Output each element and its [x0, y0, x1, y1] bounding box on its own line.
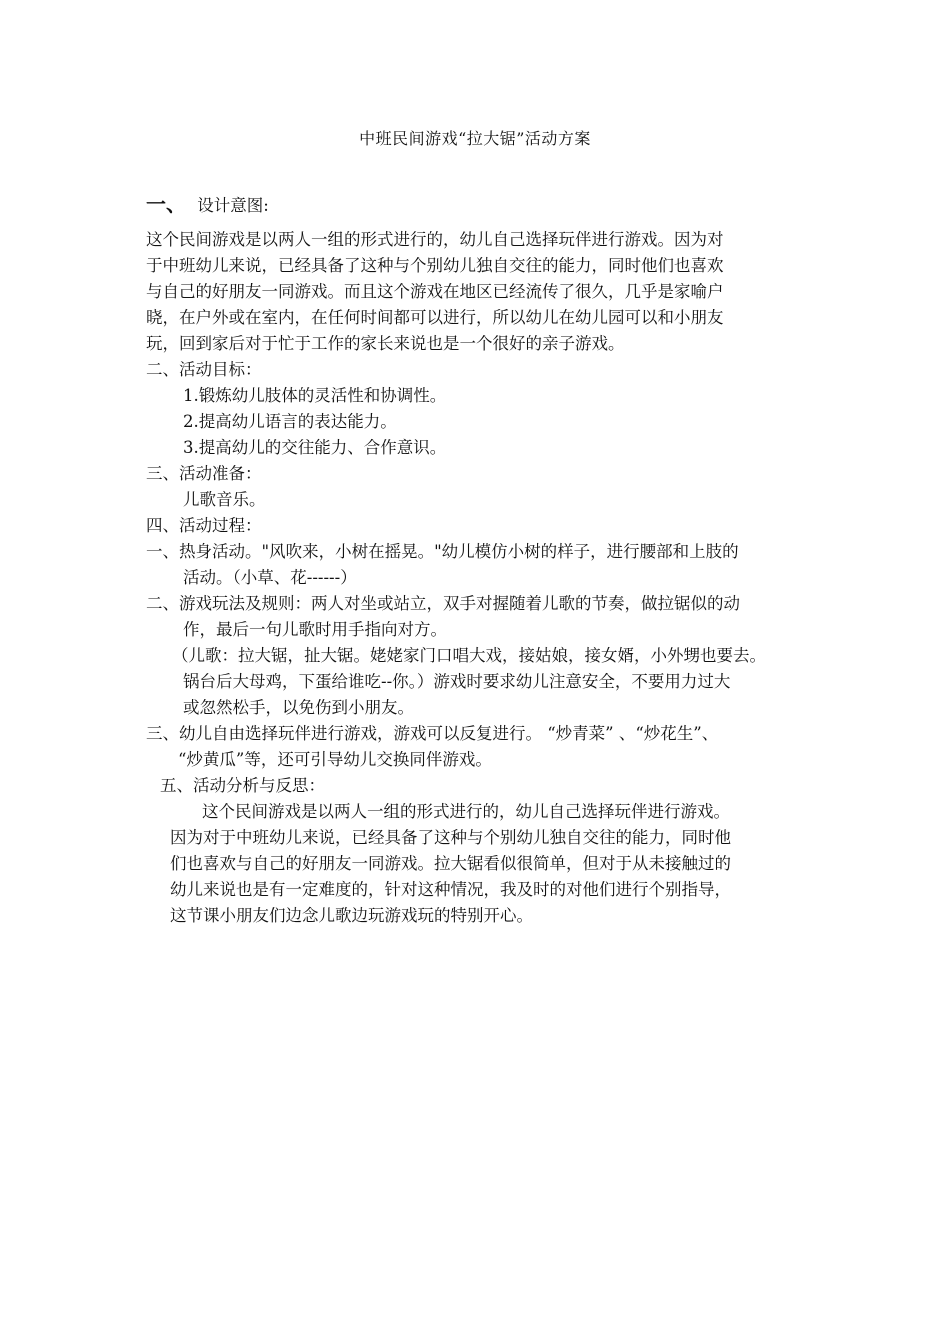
paragraph-line: 玩，回到家后对于忙于工作的家长来说也是一个很好的亲子游戏。 — [146, 334, 625, 353]
reflection-line: 这节课小朋友们边念儿歌边玩游戏玩的特别开心。 — [170, 906, 533, 925]
section-1-title: 设计意图: — [197, 196, 269, 215]
preparation-item: 儿歌音乐。 — [183, 490, 266, 509]
section-3-heading: 三、活动准备： — [146, 464, 262, 483]
process-line: “炒黄瓜”等，还可引导幼儿交换同伴游戏。 — [178, 750, 492, 769]
process-line: 或忽然松手，以免伤到小朋友。 — [183, 698, 414, 717]
paragraph-line: 这个民间游戏是以两人一组的形式进行的，幼儿自己选择玩伴进行游戏。因为对 — [146, 230, 724, 249]
document-title: 中班民间游戏“拉大锯”活动方案 — [359, 129, 591, 148]
reflection-line: 这个民间游戏是以两人一组的形式进行的，幼儿自己选择玩伴进行游戏。 — [202, 802, 730, 821]
section-2-heading: 二、活动目标： — [146, 360, 262, 379]
process-line: 一、热身活动。"风吹来，小树在摇晃。"幼儿模仿小树的样子，进行腰部和上肢的 — [146, 542, 739, 561]
reflection-line: 幼儿来说也是有一定难度的，针对这种情况，我及时的对他们进行个别指导， — [170, 880, 731, 899]
paragraph-line: 晓，在户外或在室内，在任何时间都可以进行，所以幼儿在幼儿园可以和小朋友 — [146, 308, 724, 327]
goal-item: 3.提高幼儿的交往能力、合作意识。 — [183, 438, 447, 457]
process-line: 锅台后大母鸡，下蛋给谁吃--你。）游戏时要求幼儿注意安全，不要用力过大 — [183, 672, 731, 691]
process-line: 活动。（小草、花------） — [183, 568, 357, 587]
reflection-line: 因为对于中班幼儿来说，已经具备了这种与个别幼儿独自交往的能力，同时他 — [170, 828, 731, 847]
paragraph-line: 与自己的好朋友一同游戏。而且这个游戏在地区已经流传了很久，几乎是家喻户 — [146, 282, 724, 301]
paragraph-line: 于中班幼儿来说，已经具备了这种与个别幼儿独自交往的能力，同时他们也喜欢 — [146, 256, 724, 275]
section-5-heading: 五、活动分析与反思： — [160, 776, 325, 795]
process-line: 三、幼儿自由选择玩伴进行游戏，游戏可以反复进行。 “炒青菜” 、“炒花生”、 — [146, 724, 719, 743]
process-line: 二、游戏玩法及规则：两人对坐或站立，双手对握随着儿歌的节奏，做拉锯似的动 — [146, 594, 740, 613]
section-4-heading: 四、活动过程： — [146, 516, 262, 535]
goal-item: 1.锻炼幼儿肢体的灵活性和协调性。 — [183, 386, 447, 405]
section-1-number: 一、 — [146, 192, 186, 216]
reflection-line: 们也喜欢与自己的好朋友一同游戏。拉大锯看似很简单，但对于从未接触过的 — [170, 854, 731, 873]
goal-item: 2.提高幼儿语言的表达能力。 — [183, 412, 397, 431]
section-1-heading — [146, 191, 269, 219]
process-line: 作，最后一句儿歌时用手指向对方。 — [183, 620, 447, 639]
process-line: （儿歌：拉大锯，扯大锯。姥姥家门口唱大戏，接姑娘，接女婿，小外甥也要去。 — [172, 646, 766, 665]
